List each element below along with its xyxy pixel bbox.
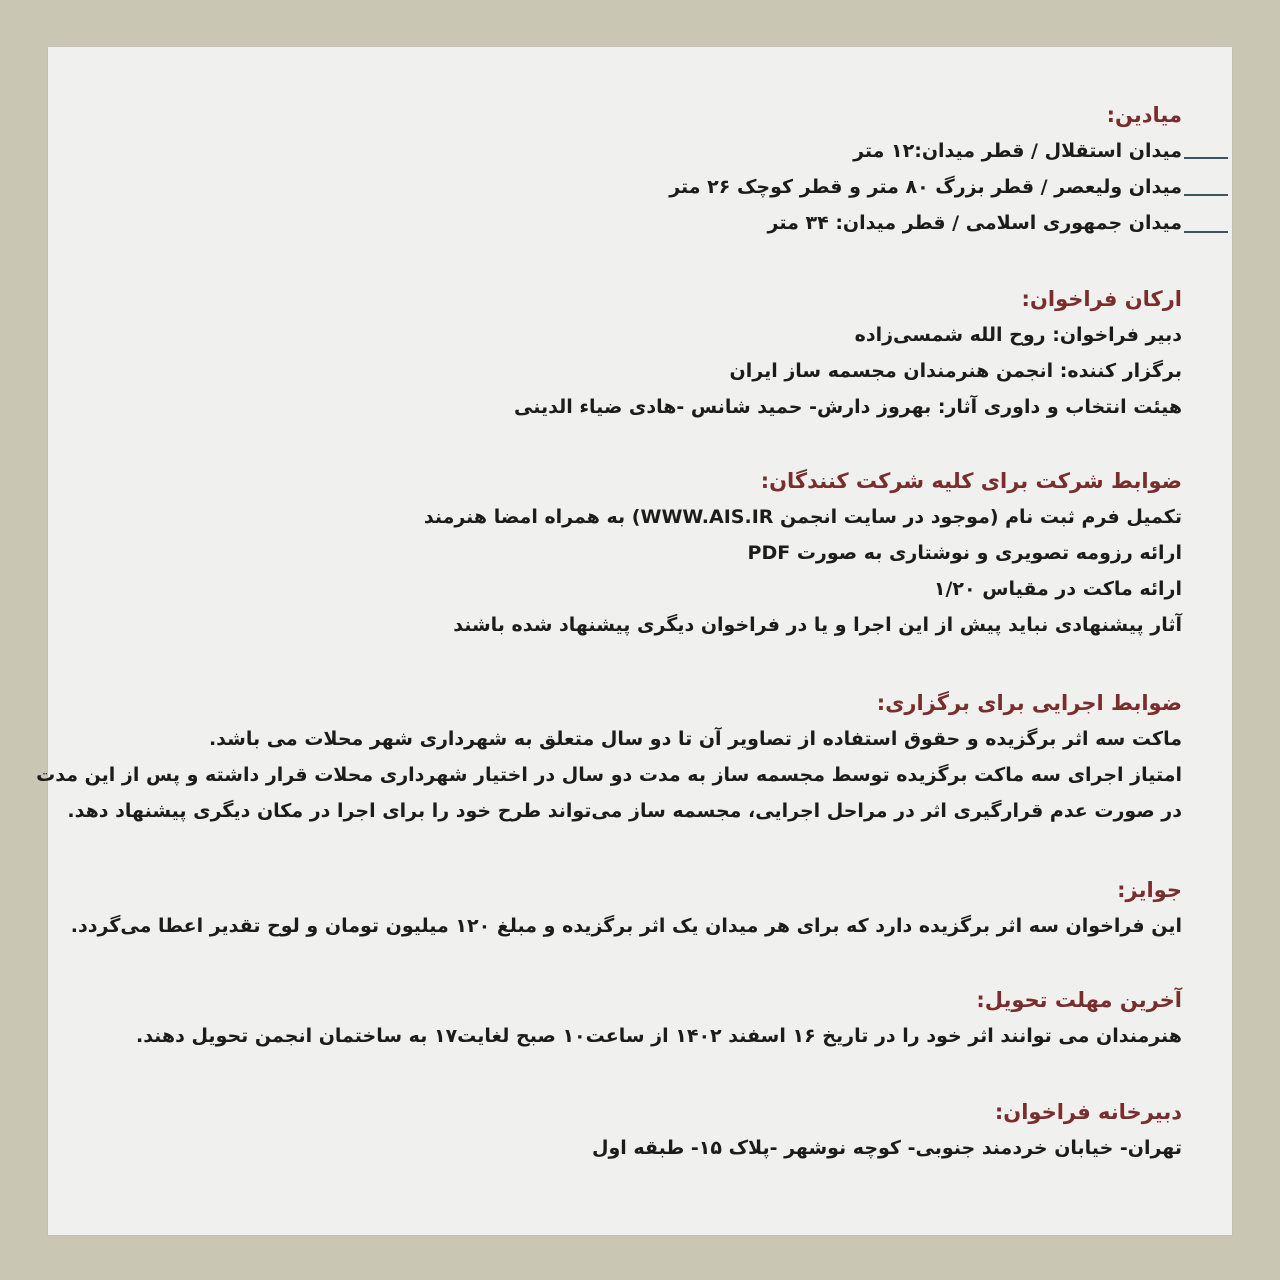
rule-originality: آثار پیشنهادی نباید پیش از این اجرا و یا در فراخوان دیگری پیشنهاد شده باشند [453,614,1182,636]
secretariat-section [78,1094,1182,1166]
organizer-host: برگزار کننده: انجمن هنرمندان مجسمه ساز ایران [729,360,1182,382]
square-item-2: میدان ولیعصر / قطر بزرگ ۸۰ متر و قطر کوچک ۲۶ متر [669,176,1182,198]
squares-section [78,97,1182,241]
execution-rules-heading: ضوابط اجرایی برای برگزاری: [876,691,1182,715]
execution-rules-section [36,685,1182,829]
deadline-text: هنرمندان می توانند اثر خود را در تاریخ ۱۶ اسفند ۱۴۰۲ از ساعت۱۰ صبح لغایت۱۷ به ساختمان انجمن تحویل دهند. [135,1025,1182,1047]
organizer-secretary: دبیر فراخوان: روح الله شمسی‌زاده [854,324,1182,346]
organizers-heading: ارکان فراخوان: [1021,287,1182,311]
execution-rule-1: ماکت سه اثر برگزیده و حقوق استفاده از تصاویر آن تا دو سال متعلق به شهرداری شهر محلات می باشد. [208,728,1182,750]
prizes-text: این فراخوان سه اثر برگزیده دارد که برای هر میدان یک اثر برگزیده و مبلغ ۱۲۰ میلیون تومان و لوح تقدیر اعطا می‌گردد. [70,915,1182,937]
dash-mark-1 [1184,157,1228,159]
organizer-jury: هیئت انتخاب و داوری آثار: بهروز دارش- حمید شانس -هادی ضیاء الدینی [513,396,1182,418]
dash-mark-2 [1184,194,1228,196]
execution-rule-2: امتیاز اجرای سه ماکت برگزیده توسط مجسمه ساز به مدت دو سال در اختیار شهرداری محلات قرار داشته و پس از این مدت [36,764,1182,786]
secretariat-heading: دبیرخانه فراخوان: [994,1100,1182,1124]
squares-heading: میادین: [1106,103,1182,127]
deadline-section [78,982,1182,1054]
deadline-heading: آخرین مهلت تحویل: [976,988,1182,1012]
participation-rules-section [78,463,1182,643]
square-item-1: میدان استقلال / قطر میدان:۱۲ متر [853,140,1182,162]
organizers-section [78,281,1182,425]
secretariat-address: تهران- خیابان خردمند جنوبی- کوچه نوشهر -پلاک ۱۵- طبقه اول [591,1137,1182,1159]
square-item-3: میدان جمهوری اسلامی / قطر میدان: ۳۴ متر [767,212,1182,234]
rule-model-scale: ارائه ماکت در مقیاس ۱/۲۰ [933,578,1182,600]
dash-mark-3 [1184,231,1228,233]
rule-resume: ارائه رزومه تصویری و نوشتاری به صورت PDF [747,542,1182,564]
prizes-section [70,872,1182,944]
execution-rule-3: در صورت عدم قرارگیری اثر در مراحل اجرایی، مجسمه ساز می‌تواند طرح خود را برای اجرا در مکان دیگری پیشنهاد دهد. [67,800,1182,822]
participation-rules-heading: ضوابط شرکت برای کلیه شرکت کنندگان: [760,469,1182,493]
prizes-heading: جوایز: [1117,878,1182,902]
rule-registration: تکمیل فرم ثبت نام (موجود در سایت انجمن WWW.AIS.IR) به همراه امضا هنرمند [423,506,1182,528]
announcement-content [36,47,1232,1235]
